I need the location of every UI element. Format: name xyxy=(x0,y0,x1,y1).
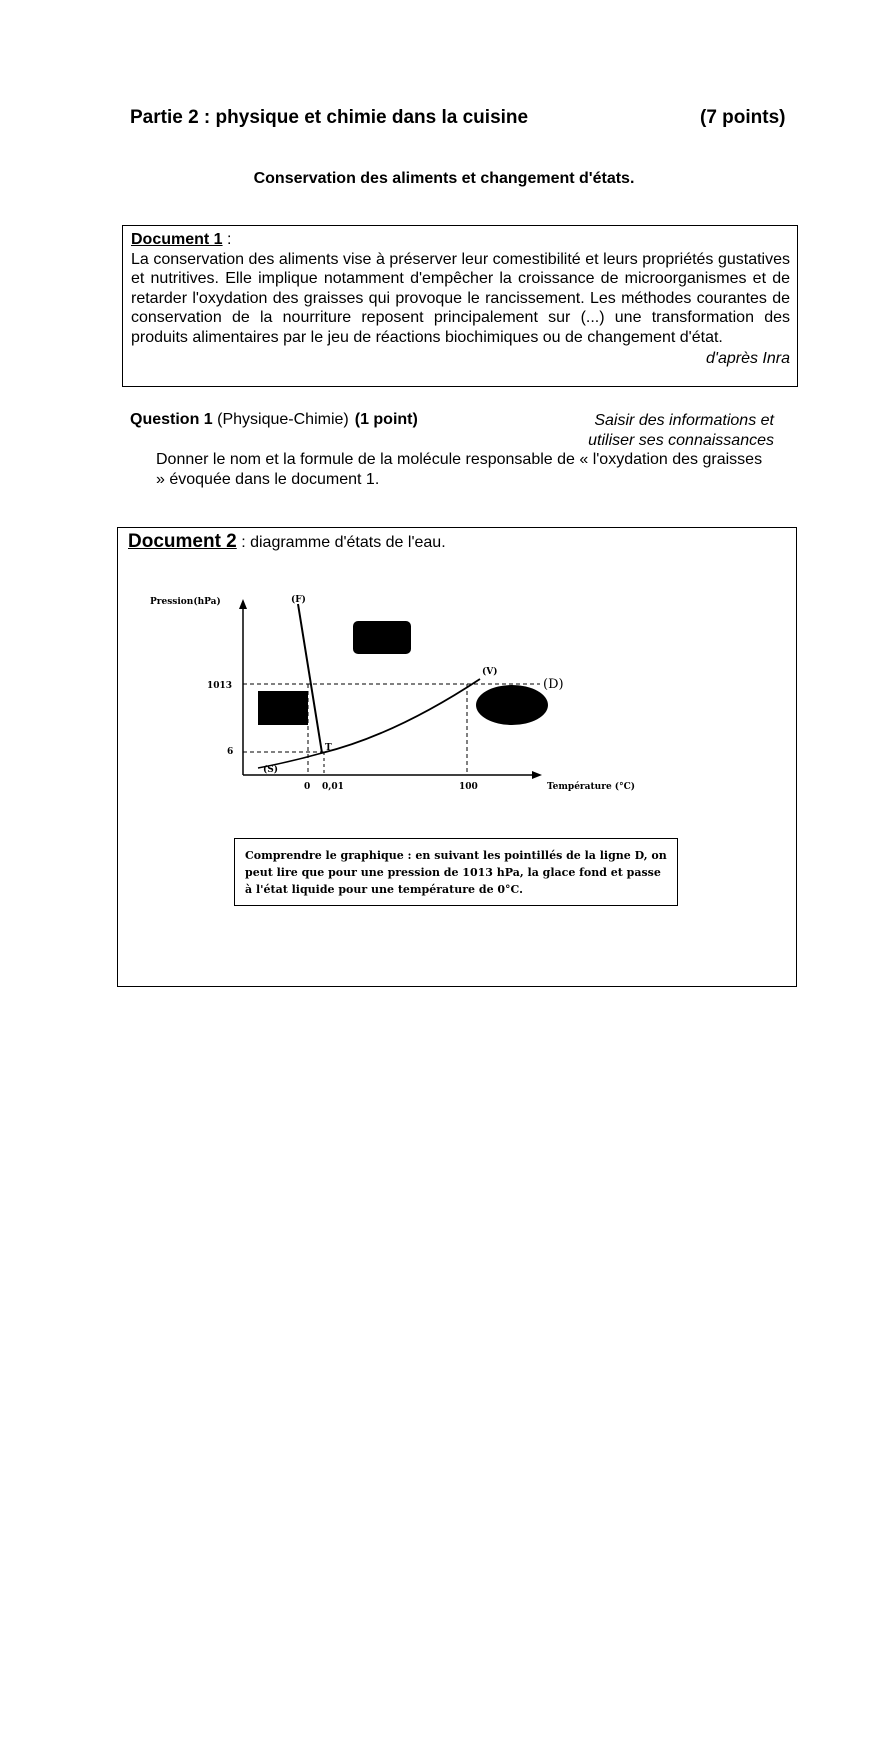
question-1-points: (1 point) xyxy=(354,411,418,428)
graph-explanation-note: Comprendre le graphique : en suivant les pointillés de la ligne D, on peut lire que pour une pression de 1013 hPa, la glace fond et passe à l'état liquide pour une température de 0°C. xyxy=(234,838,678,906)
x-tick-100: 100 xyxy=(459,782,478,792)
document-1-heading xyxy=(131,230,790,250)
phase-diagram xyxy=(150,590,650,810)
vaporisation-label: (V) xyxy=(482,667,498,677)
question-1-label: Question 1 xyxy=(130,411,213,428)
x-axis-label: Température (°C) xyxy=(547,782,635,792)
y-axis-label: Pression(hPa) xyxy=(150,597,221,607)
document-1-text: La conservation des aliments vise à préserver leur comestibilité et leurs propriétés gustatives et nutritives. Elle implique notamment d'empêcher la croissance de microorganismes et de retarder l'oxydation des graisses qui provoque le rancissement. Les méthodes courantes de conservation de la nourriture reposent principalement sur (...) une transformation des produits alimentaires par le jeu de réactions biochimiques ou de changement d'état. xyxy=(131,250,790,346)
line-d-label: (D) xyxy=(543,677,564,692)
document-1-colon: : xyxy=(222,231,232,248)
sublimation-label: (S) xyxy=(263,765,279,775)
section-subtitle: Conservation des aliments et changement d'états. xyxy=(253,170,635,187)
question-1-skills: Saisir des informations et utiliser ses connaissances xyxy=(588,412,774,449)
y-tick-6: 6 xyxy=(227,747,234,757)
document-1-source: d'après Inra xyxy=(706,349,790,367)
document-1-title: Document 1 xyxy=(131,231,223,248)
triple-point-label: T xyxy=(325,743,332,753)
y-axis-arrow xyxy=(239,599,247,609)
question-1-subject: (Physique-Chimie) xyxy=(212,411,349,428)
question-1-heading xyxy=(130,411,418,429)
document-2-title: Document 2 xyxy=(128,531,237,552)
hidden-label-gas xyxy=(476,685,548,725)
x-axis-arrow xyxy=(532,771,542,779)
hidden-label-solid xyxy=(258,691,308,725)
part-title: Partie 2 : physique et chimie dans la cuisine xyxy=(130,107,529,128)
vaporisation-curve xyxy=(322,679,480,753)
fusion-label: (F) xyxy=(291,595,306,605)
x-tick-0-01: 0,01 xyxy=(322,782,344,792)
document-1-box xyxy=(122,225,798,387)
question-1-text: Donner le nom et la formule de la molécule responsable de « l'oxydation des graisses » évoquée dans le document 1. xyxy=(156,451,763,488)
hidden-label-liquid xyxy=(353,621,411,654)
x-tick-0: 0 xyxy=(304,782,311,792)
document-2-subtitle: : diagramme d'états de l'eau. xyxy=(236,534,446,551)
part-points: (7 points) xyxy=(700,107,786,128)
document-2-heading xyxy=(128,531,446,553)
y-tick-1013: 1013 xyxy=(207,681,233,691)
fusion-curve xyxy=(298,604,322,753)
